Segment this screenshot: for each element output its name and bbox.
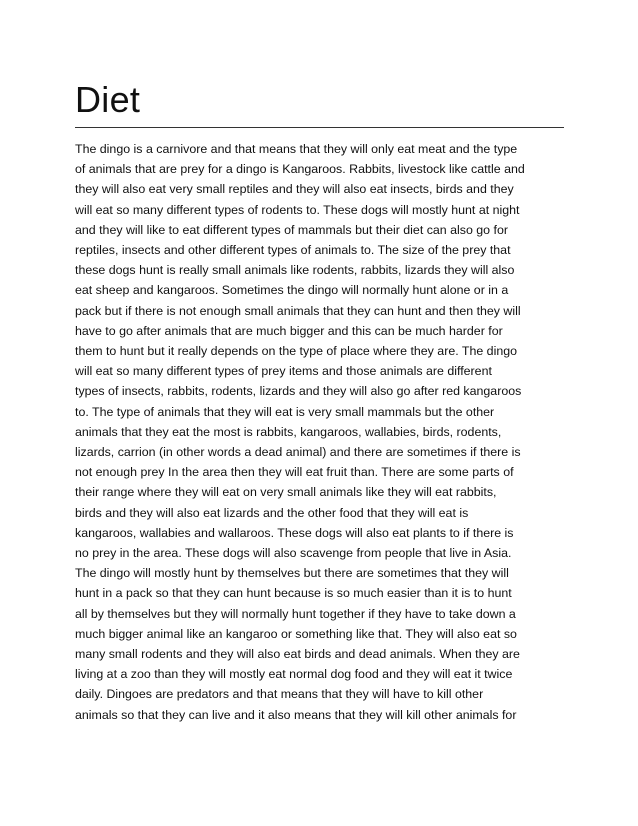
text-line: pack but if there is not enough small animals that they can hunt and then they will <box>75 303 521 318</box>
text-line: they will also eat very small reptiles and they will also eat insects, birds and they <box>75 182 514 197</box>
text-line: animals that they eat the most is rabbits, kangaroos, wallabies, birds, rodents, <box>75 424 502 439</box>
text-line: all by themselves but they will normally hunt together if they have to take down a <box>75 606 516 621</box>
text-line: daily. Dingoes are predators and that means that they will have to kill other <box>75 687 484 702</box>
text-line: their range where they will eat on very small animals like they will eat rabbits, <box>75 485 497 500</box>
text-line: will eat so many different types of rodents to. These dogs will mostly hunt at night <box>75 202 520 217</box>
body-paragraph <box>75 139 565 725</box>
text-line: much bigger animal like an kangaroo or something like that. They will also eat so <box>75 626 517 641</box>
text-line: have to go after animals that are much bigger and this can be much harder for <box>75 323 503 338</box>
text-line: to. The type of animals that they will eat is very small mammals but the other <box>75 404 495 419</box>
text-line: of animals that are prey for a dingo is Kangaroos. Rabbits, livestock like cattle and <box>75 162 525 177</box>
text-line: many small rodents and they will also eat birds and dead animals. When they are <box>75 647 520 662</box>
text-line: not enough prey In the area then they will eat fruit than. There are some parts of <box>75 465 514 480</box>
text-line: lizards, carrion (in other words a dead animal) and there are sometimes if there is <box>75 445 521 460</box>
text-line: them to hunt but it really depends on the type of place where they are. The dingo <box>75 344 517 359</box>
text-line: kangaroos, wallabies and wallaroos. These dogs will also eat plants to if there is <box>75 525 514 540</box>
text-line: living at a zoo than they will mostly eat normal dog food and they will eat it twice <box>75 667 513 682</box>
text-line: will eat so many different types of prey items and those animals are different <box>75 364 492 379</box>
heading-underline <box>75 127 564 128</box>
text-line: reptiles, insects and other different types of animals to. The size of the prey that <box>75 243 511 258</box>
text-line: these dogs hunt is really small animals like rodents, rabbits, lizards they will also <box>75 263 515 278</box>
text-line: hunt in a pack so that they can hunt because is so much easier than it is to hunt <box>75 586 512 601</box>
text-line: and they will like to eat different types of mammals but their diet can also go for <box>75 222 508 237</box>
text-line: eat sheep and kangaroos. Sometimes the dingo will normally hunt alone or in a <box>75 283 509 298</box>
page-title: Diet <box>75 79 141 120</box>
text-line: birds and they will also eat lizards and the other food that they will eat is <box>75 505 469 520</box>
text-line: The dingo will mostly hunt by themselves but there are sometimes that they will <box>75 566 509 581</box>
text-line: animals so that they can live and it also means that they will kill other animals for <box>75 707 517 722</box>
text-line: The dingo is a carnivore and that means that they will only eat meat and the type <box>75 142 518 156</box>
text-line: no prey in the area. These dogs will also scavenge from people that live in Asia. <box>75 546 512 561</box>
text-line: types of insects, rabbits, rodents, lizards and they will also go after red kangaroos <box>75 384 522 399</box>
